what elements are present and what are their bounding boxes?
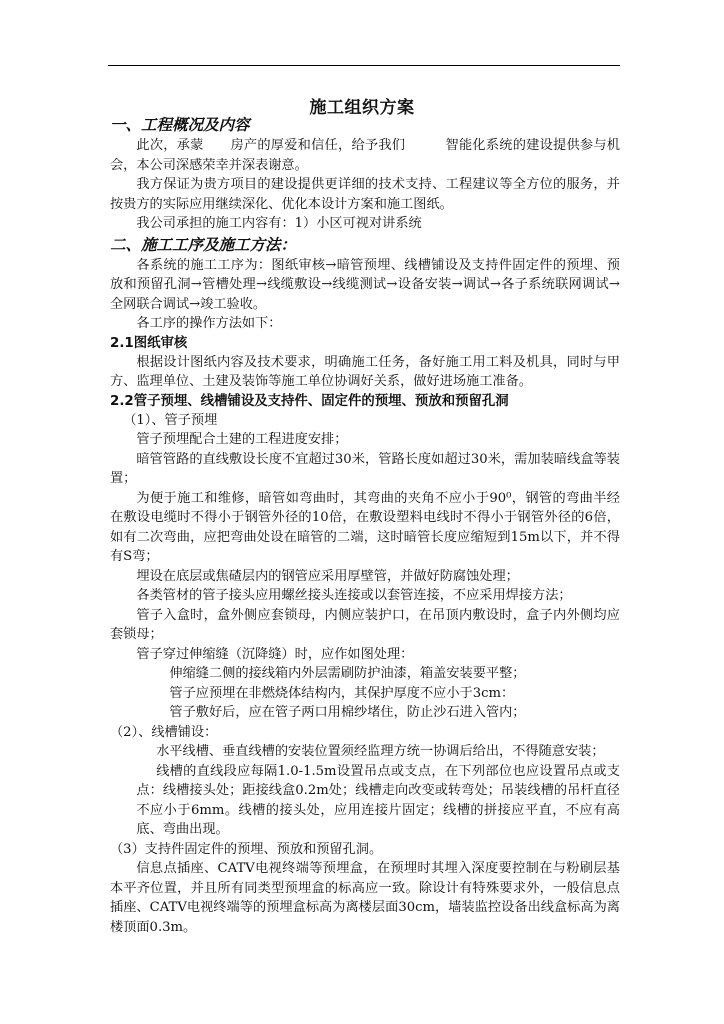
subsection-2-2-heading: 2.2管子预埋、线槽铺设及支持件、固定件的预埋、预放和预留孔洞 bbox=[110, 393, 509, 409]
paragraph: 埋设在底层或焦碴层内的钢管应采用厚壁管，并做好防腐蚀处理； bbox=[136, 568, 519, 584]
paragraph: 为便于施工和维修，暗管如弯曲时，其弯曲的夹角不应小于90⁰，钢管的弯曲半经在敷设电缆时不得小于钢管外径的10倍，在敷设塑料电线时不得小于钢管外径的6倍，如有二次弯曲，应把弯曲处设在暗管的二端，这时暗管长度应缩短到15m以下，并不得有S弯； bbox=[110, 490, 620, 564]
paragraph: 管子应预埋在非燃烧体结构内，其保护厚度不应小于3cm： bbox=[169, 685, 515, 701]
paragraph: 我公司承担的施工内容有：1）小区可视对讲系统 bbox=[136, 216, 422, 231]
paragraph: 根据设计图纸内容及技术要求，明确施工任务，备好施工用工料及机具，同时与甲方、监理单位、土建及装饰等施工单位协调好关系，做好进场施工准备。 bbox=[110, 354, 620, 389]
paragraph: 线槽的直线段应每隔1.0-1.5m设置吊点或支点，在下列部位也应设置吊点或支点：线槽接头处；距接线盒0.2m处；线槽走向改变或转弯处；吊装线槽的吊杆直径不应小于6mm。线槽的接头处，应用连接片固定；线槽的拼接应平直，不应有高底、弯曲出现。 bbox=[136, 763, 620, 837]
section-2-heading: 二、施工工序及施工方法： bbox=[110, 235, 297, 254]
paragraph: 管子敷好后，应在管子两口用棉纱堵住，防止沙石进入管内； bbox=[169, 705, 526, 720]
paragraph: 我方保证为贵方项目的建设提供更详细的技术支持、工程建议等全方位的服务，并按贵方的实际应用继续深化、优化本设计方案和施工图纸。 bbox=[110, 177, 620, 212]
paragraph: 各类管材的管子接头应用螺丝接头连接或以套管连接，不应采用焊接方法； bbox=[136, 588, 572, 603]
subsection-2-1-heading: 2.1图纸审核 bbox=[110, 335, 188, 351]
list-label-3: （3）支持件固定件的预埋、预放和预留孔洞。 bbox=[110, 841, 383, 857]
paragraph: 暗管管路的直线敷设长度不宜超过30米，管路长度如超过30米，需加装暗线盒等装置； bbox=[110, 451, 620, 486]
document-body bbox=[110, 114, 620, 937]
paragraph: 伸缩缝二侧的接线箱内外层需刷防护油漆，箱盖安装要平整； bbox=[169, 666, 526, 681]
paragraph: 各工序的操作方法如下： bbox=[136, 316, 282, 331]
document-title: 施工组织方案 bbox=[309, 98, 415, 118]
paragraph: 此次，承蒙 房产的厚爱和信任，给予我们 智能化系统的建设提供参与机会，本公司深感荣幸并深表谢意。 bbox=[110, 138, 620, 173]
header-rule bbox=[108, 65, 620, 66]
paragraph: 水平线槽、垂直线槽的安装位置须经监理方统一协调后给出，不得随意安装； bbox=[156, 744, 605, 759]
paragraph: 管子穿过伸缩缝（沉降缝）时，应作如图处理： bbox=[136, 646, 414, 662]
paragraph: 管子预埋配合土建的工程进度安排； bbox=[136, 432, 348, 447]
list-label-2: （2）、线槽铺设： bbox=[110, 724, 218, 740]
paragraph: 信息点插座、CATV电视终端等预埋盒，在预埋时其埋入深度要控制在与粉刷层基本平齐位置，并且所有同类型预埋盒的标高应一致。除设计有特殊要求外，一般信息点插座、CATV电视终端等的预埋盒标高为离楼层面30cm，墙装监控设备出线盒标高为离楼顶面0.3m。 bbox=[110, 861, 620, 935]
section-1-heading: 一、工程概况及内容 bbox=[110, 116, 250, 134]
list-label-1: （1）、管子预埋 bbox=[123, 412, 218, 428]
paragraph: 管子入盒时，盒外侧应套锁母，内侧应装护口，在吊顶内敷设时，盒子内外侧均应套锁母； bbox=[110, 607, 620, 642]
list-2-body bbox=[110, 742, 620, 840]
paragraph: 各系统的施工工序为：图纸审核→暗管预埋、线槽铺设及支持件固定件的预埋、预放和预留孔洞→管槽处理→线缆敷设→线缆测试→设备安装→调试→各子系统联网调试→全网联合调试→竣工验收。 bbox=[110, 257, 620, 312]
